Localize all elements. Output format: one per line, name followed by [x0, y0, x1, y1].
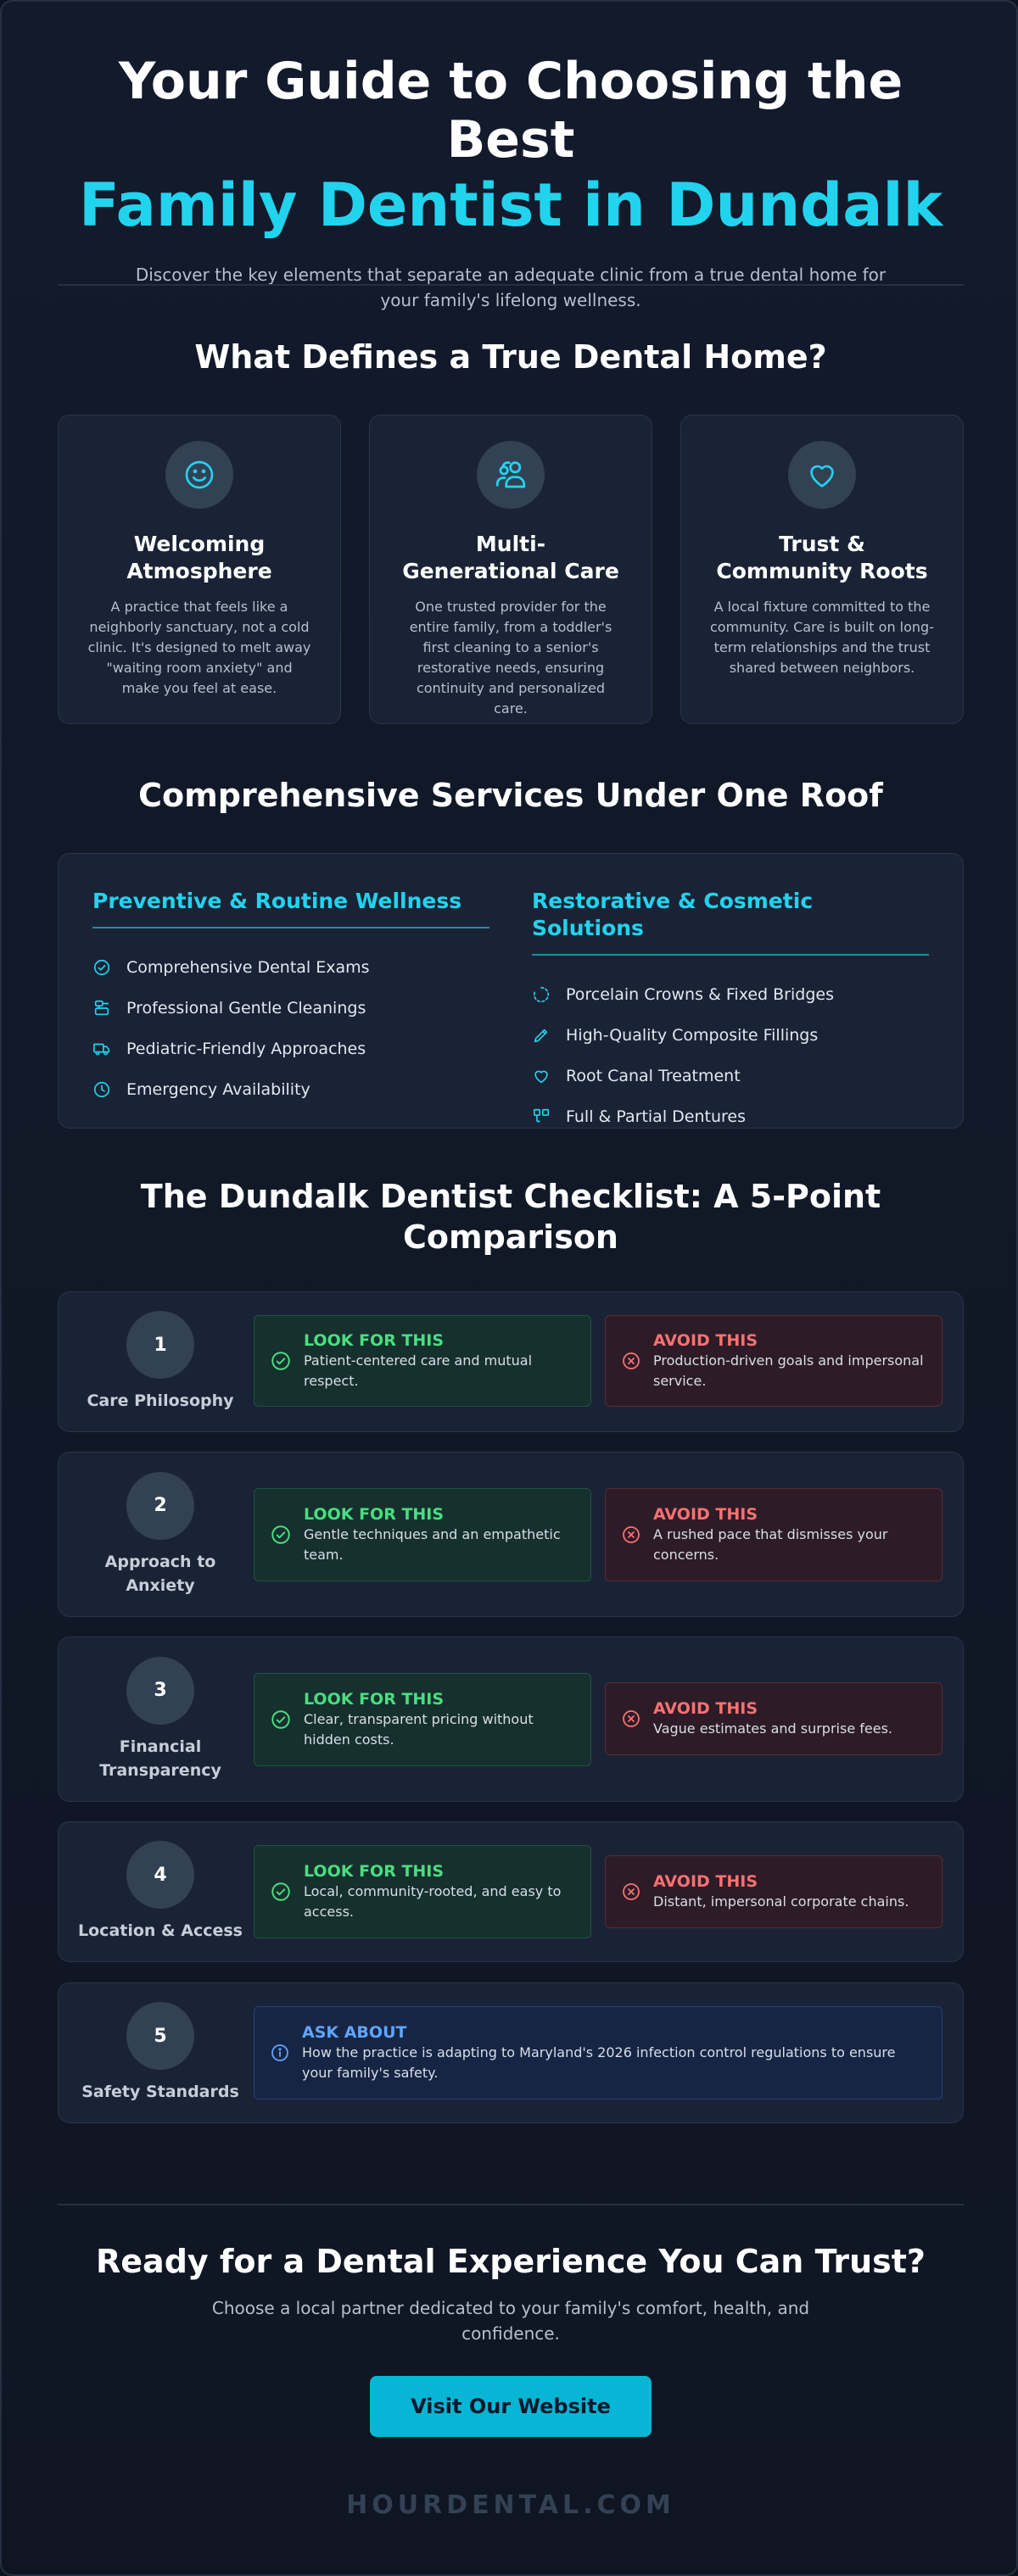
checklist-row	[58, 1982, 964, 2123]
feature-cards	[58, 415, 964, 724]
services-column-heading: Restorative & Cosmetic Solutions	[532, 888, 929, 956]
checklist-row-label: Financial Transparency	[99, 1737, 221, 1780]
cta-text: Choose a local partner dedicated to your family's comfort, health, and confidence.	[211, 2298, 810, 2344]
ask-about-label: ASK ABOUT	[302, 2023, 407, 2042]
services-column-preventive	[92, 888, 489, 1128]
look-for-label: LOOK FOR THIS	[304, 1331, 445, 1350]
heart-icon	[788, 441, 856, 509]
hero	[58, 53, 964, 313]
page-title-line-2: Family Dentist in Dundalk	[78, 170, 943, 240]
feature-card-text: A local fixture committed to the community. Care is built on long-term relationships and the trust shared between neighbors.	[710, 599, 934, 676]
avoid-label: AVOID THIS	[653, 1505, 758, 1524]
look-for-text: Local, community-rooted, and easy to access.	[304, 1883, 562, 1920]
check-circle-icon	[270, 1524, 292, 1546]
look-for-label: LOOK FOR THIS	[304, 1690, 445, 1709]
feature-card-trust	[680, 415, 964, 724]
divider	[58, 284, 964, 286]
avoid-text: Production-driven goals and impersonal service.	[653, 1352, 924, 1389]
service-item-label: Comprehensive Dental Exams	[126, 958, 370, 977]
avoid-box	[605, 1682, 942, 1755]
check-circle-icon	[92, 958, 111, 977]
truck-icon	[92, 1040, 111, 1058]
service-item-label: Pediatric-Friendly Approaches	[126, 1040, 366, 1058]
check-circle-icon	[270, 1350, 292, 1372]
service-item	[532, 1096, 929, 1137]
checklist-row-label: Approach to Anxiety	[104, 1552, 216, 1595]
family-icon	[477, 441, 545, 509]
avoid-label: AVOID THIS	[653, 1872, 758, 1891]
service-item-label: Root Canal Treatment	[566, 1067, 741, 1085]
avoid-text: A rushed pace that dismisses your concerns.	[653, 1526, 888, 1563]
page-title-line-1: Your Guide to Choosing the Best	[118, 52, 903, 170]
cta-title: Ready for a Dental Experience You Can Trust?	[96, 2243, 926, 2280]
step-number: 2	[126, 1472, 194, 1540]
pencil-icon	[532, 1026, 551, 1045]
avoid-label: AVOID THIS	[653, 1331, 758, 1350]
look-for-text: Patient-centered care and mutual respect.	[304, 1352, 533, 1389]
smile-icon	[165, 441, 233, 509]
feature-card-text: A practice that feels like a neighborly sanctuary, not a cold clinic. It's designed to melt away "waiting room anxiety" and make you feel at ease.	[87, 599, 311, 696]
service-item	[532, 1056, 929, 1096]
ask-about-box	[254, 2006, 942, 2099]
x-circle-icon	[621, 1351, 641, 1371]
dentures-icon	[532, 1107, 551, 1126]
avoid-text: Vague estimates and surprise fees.	[653, 1720, 892, 1737]
look-for-box	[254, 1845, 591, 1938]
x-circle-icon	[621, 1709, 641, 1729]
section-title-checklist: The Dundalk Dentist Checklist: A 5-Point Comparison	[140, 1178, 881, 1256]
feature-card-title: Trust & Community Roots	[716, 532, 928, 583]
checklist-row	[58, 1291, 964, 1432]
avoid-label: AVOID THIS	[653, 1699, 758, 1718]
feature-card-title: Multi-Generational Care	[402, 532, 619, 583]
services-column-heading: Preventive & Routine Wellness	[92, 888, 489, 928]
visit-website-button[interactable]: Visit Our Website	[370, 2376, 652, 2437]
clock-icon	[92, 1080, 111, 1099]
hero-subtitle: Discover the key elements that separate an adequate clinic from a true dental home for your family's lifelong wellness.	[135, 264, 887, 310]
step-number: 4	[126, 1841, 194, 1909]
look-for-label: LOOK FOR THIS	[304, 1862, 445, 1881]
check-circle-icon	[270, 1709, 292, 1731]
section-title-services: Comprehensive Services Under One Roof	[138, 777, 883, 814]
feature-card-title: Welcoming Atmosphere	[126, 532, 272, 583]
avoid-box	[605, 1315, 942, 1407]
avoid-box	[605, 1855, 942, 1928]
service-item-label: Porcelain Crowns & Fixed Bridges	[566, 985, 834, 1004]
avoid-text: Distant, impersonal corporate chains.	[653, 1893, 909, 1910]
step-number: 1	[126, 1311, 194, 1379]
ask-about-text: How the practice is adapting to Maryland's 2026 infection control regulations to ensure your family's safety.	[302, 2044, 896, 2081]
service-item	[92, 947, 489, 988]
feature-card-multigenerational	[369, 415, 652, 724]
look-for-label: LOOK FOR THIS	[304, 1505, 445, 1524]
look-for-box	[254, 1315, 591, 1407]
look-for-text: Gentle techniques and an empathetic team.	[304, 1526, 561, 1563]
page-title	[58, 53, 964, 240]
feature-card-welcoming	[58, 415, 341, 724]
checklist-row-label: Care Philosophy	[87, 1391, 234, 1410]
checklist-row-label: Location & Access	[78, 1921, 243, 1940]
crown-icon	[532, 985, 551, 1004]
x-circle-icon	[621, 1882, 641, 1902]
footer-brand: HOURDENTAL.COM	[346, 2490, 675, 2520]
feature-card-text: One trusted provider for the entire family, from a toddler's first cleaning to a senior's restorative needs, ensuring continuity and personalized care.	[409, 599, 612, 716]
checklist-row	[58, 1452, 964, 1617]
services-panel	[58, 853, 964, 1129]
look-for-box	[254, 1488, 591, 1581]
service-item	[92, 988, 489, 1029]
look-for-box	[254, 1673, 591, 1766]
checklist-row-label: Safety Standards	[81, 2083, 239, 2101]
avoid-box	[605, 1488, 942, 1581]
service-item-label: Professional Gentle Cleanings	[126, 999, 366, 1018]
divider	[58, 2204, 964, 2205]
services-column-restorative	[532, 888, 929, 1128]
step-number: 5	[126, 2002, 194, 2070]
x-circle-icon	[621, 1525, 641, 1545]
service-item-label: High-Quality Composite Fillings	[566, 1026, 819, 1045]
service-item-label: Full & Partial Dentures	[566, 1107, 746, 1126]
service-item	[532, 974, 929, 1015]
service-item-label: Emergency Availability	[126, 1080, 310, 1099]
look-for-text: Clear, transparent pricing without hidden costs.	[304, 1711, 534, 1748]
section-title-dental-home: What Defines a True Dental Home?	[194, 338, 827, 376]
cleaning-icon	[92, 999, 111, 1018]
check-circle-icon	[270, 1881, 292, 1903]
checklist-row	[58, 1636, 964, 1802]
service-item	[92, 1029, 489, 1069]
checklist-row	[58, 1821, 964, 1962]
service-item	[532, 1015, 929, 1056]
service-item	[92, 1069, 489, 1110]
info-icon	[270, 2043, 290, 2063]
heart-icon	[532, 1067, 551, 1085]
step-number: 3	[126, 1657, 194, 1725]
